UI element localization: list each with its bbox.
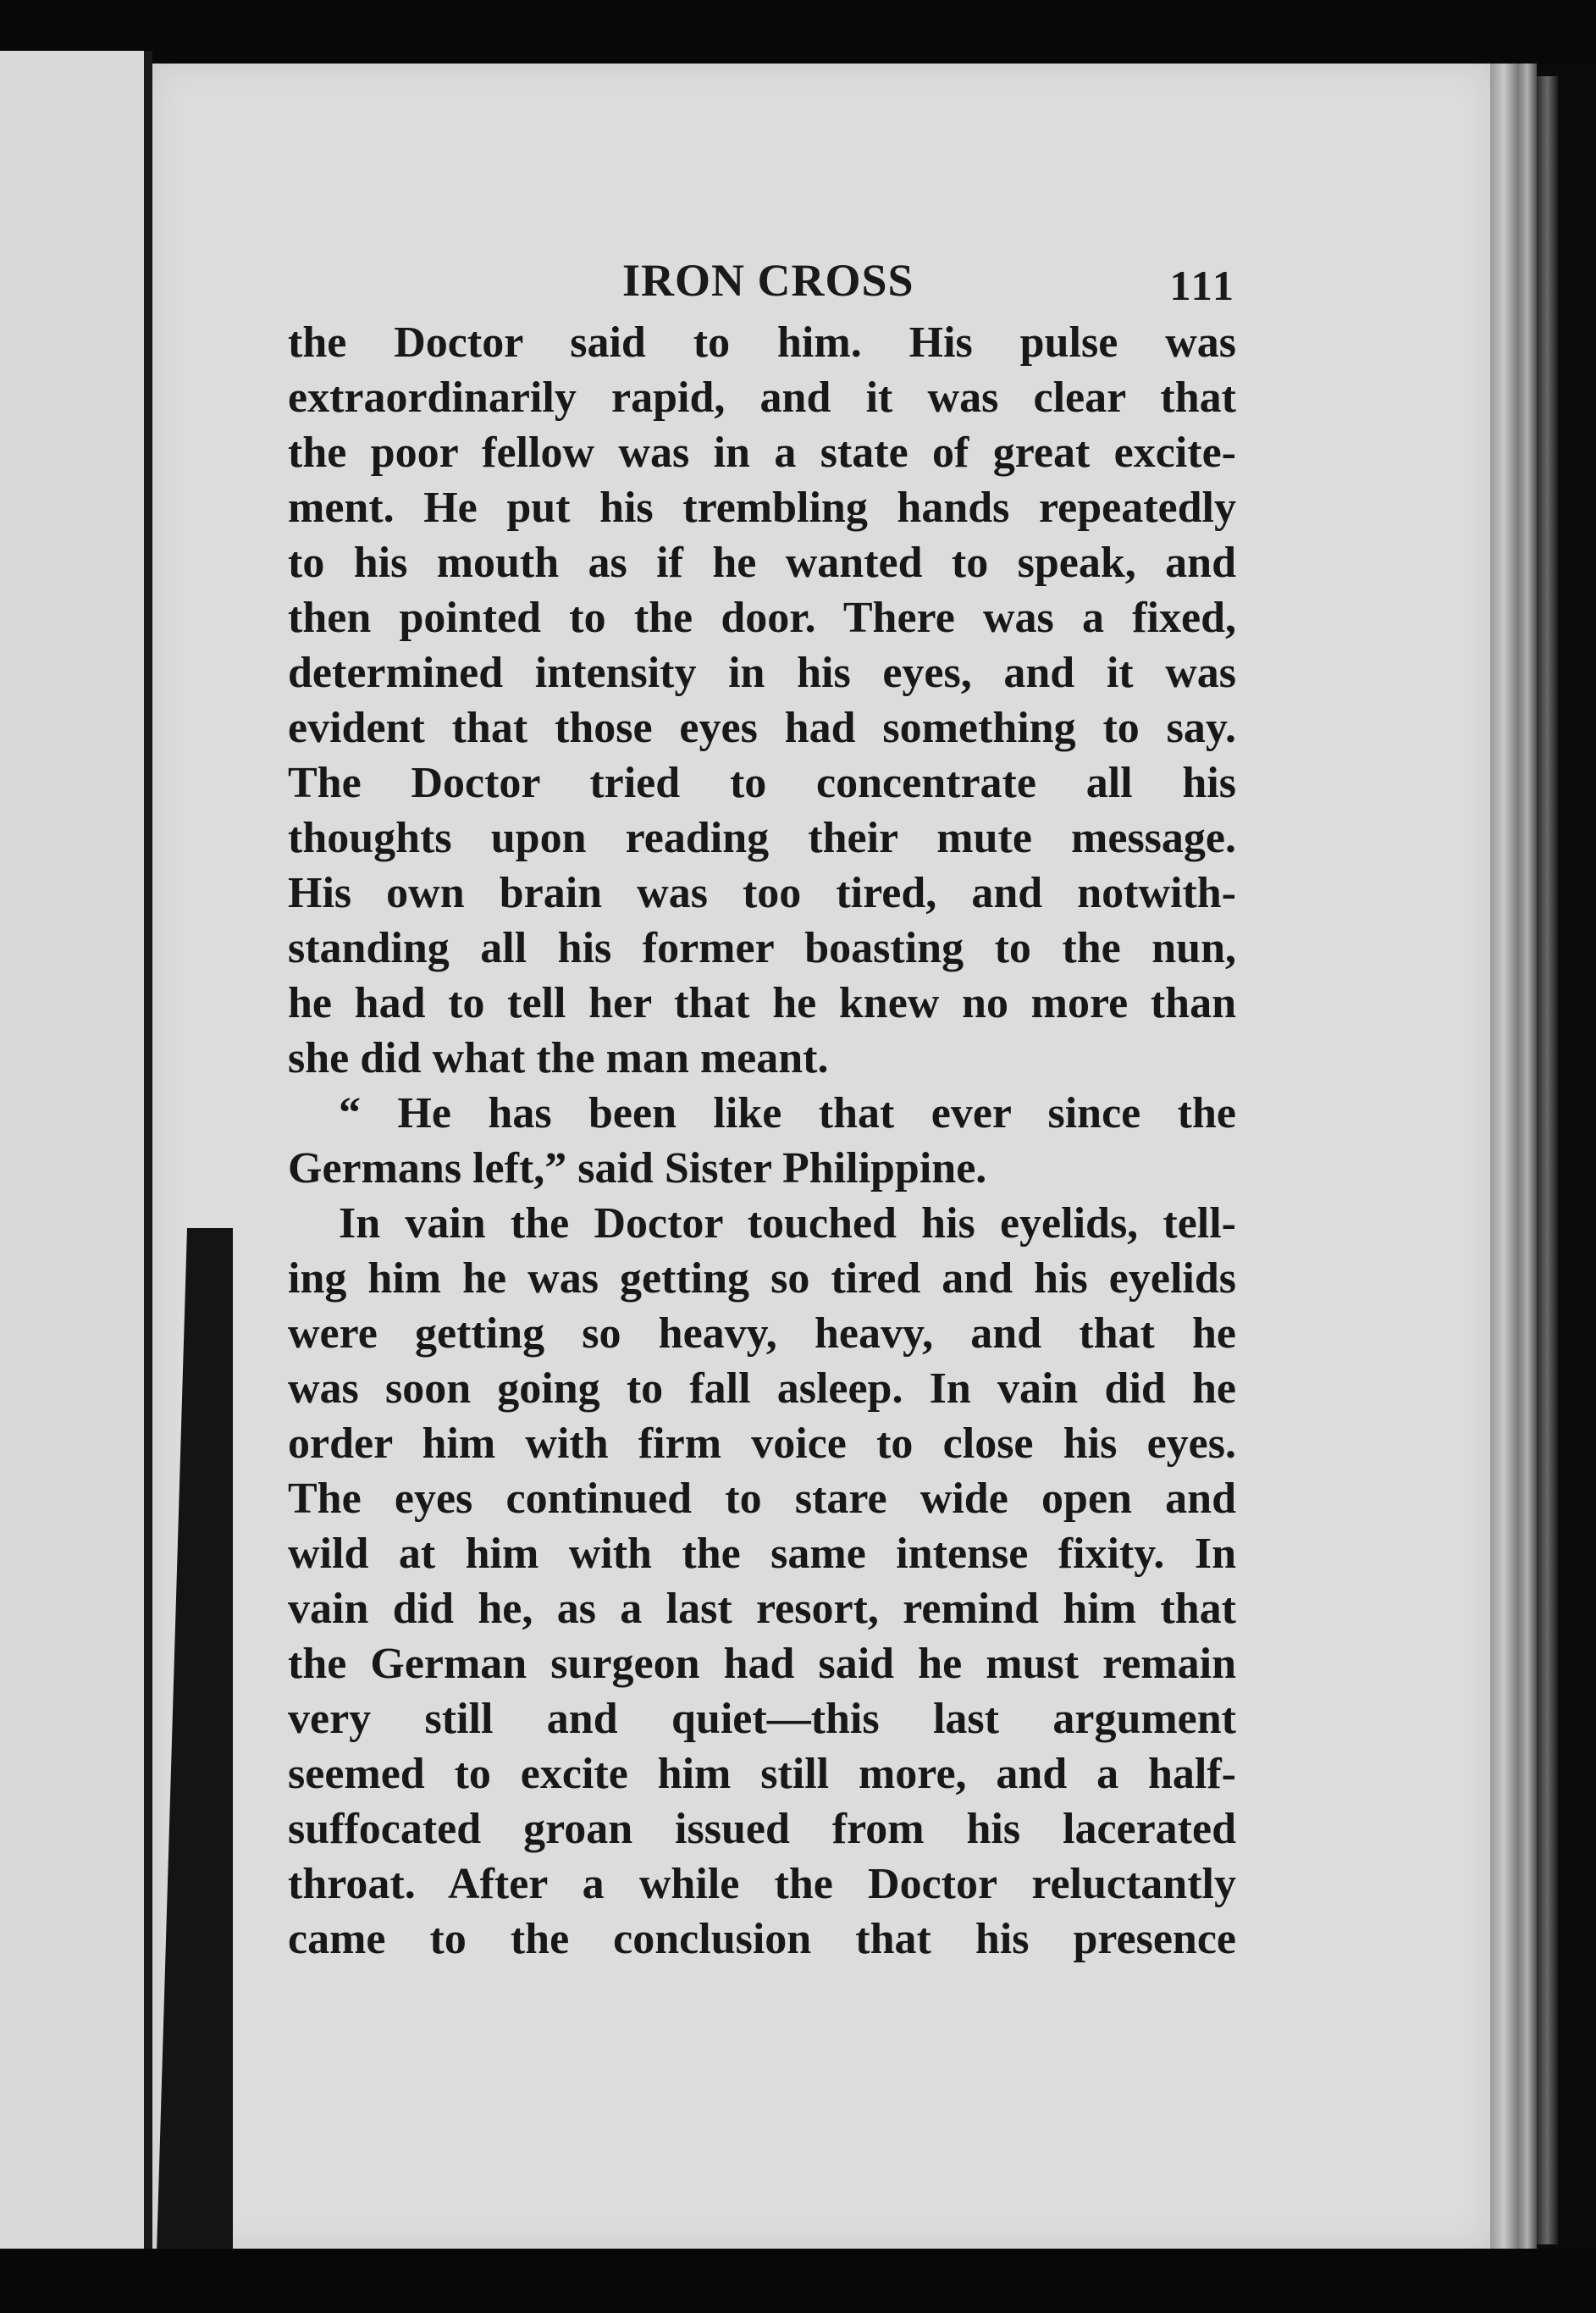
text-line: evident that those eyes had something to say.: [288, 704, 1236, 752]
text-line: extraordinarily rapid, and it was clear that: [288, 374, 1236, 422]
text-line: His own brain was too tired, and notwith-: [288, 869, 1236, 917]
binding-gutter: [144, 51, 152, 2253]
text-line: throat. After a while the Doctor reluctantly: [288, 1860, 1236, 1908]
text-line: was soon going to fall asleep. In vain did he: [288, 1364, 1236, 1413]
text-line: the Doctor said to him. His pulse was: [288, 318, 1236, 367]
text-line: vain did he, as a last resort, remind him that: [288, 1585, 1236, 1633]
body-text: [288, 315, 1236, 1967]
text-line: came to the conclusion that his presence: [288, 1915, 1236, 1963]
running-title: IRON CROSS: [622, 255, 914, 306]
text-line: In vain the Doctor touched his eyelids, tell-: [339, 1199, 1236, 1248]
text-line: “ He has been like that ever since the: [339, 1089, 1236, 1137]
cover-edge: [1537, 76, 1558, 2244]
text-line: order him with firm voice to close his eyes.: [288, 1419, 1236, 1468]
text-line: she did what the man meant.: [288, 1034, 829, 1082]
page-stack-edge: [1490, 64, 1537, 2249]
text-line: were getting so heavy, heavy, and that he: [288, 1309, 1236, 1358]
facing-page-edge: [0, 51, 152, 2253]
text-line: The Doctor tried to concentrate all his: [288, 759, 1236, 807]
text-line: determined intensity in his eyes, and it was: [288, 649, 1236, 697]
text-line: ment. He put his trembling hands repeatedly: [288, 484, 1236, 532]
text-line: suffocated groan issued from his lacerated: [288, 1805, 1236, 1853]
text-line: he had to tell her that he knew no more than: [288, 979, 1236, 1027]
text-line: the poor fellow was in a state of great excite-: [288, 429, 1236, 477]
text-line: ing him he was getting so tired and his eyelids: [288, 1254, 1236, 1303]
page-number: 111: [1169, 262, 1236, 309]
text-line: The eyes continued to stare wide open and: [288, 1475, 1236, 1523]
scan-top-border: [0, 0, 1596, 64]
text-line: the German surgeon had said he must remain: [288, 1640, 1236, 1688]
text-line: very still and quiet—this last argument: [288, 1695, 1236, 1743]
page-header: [288, 246, 1236, 313]
scan-bottom-border: [0, 2249, 1596, 2313]
text-line: then pointed to the door. There was a fixed,: [288, 594, 1236, 642]
text-line: to his mouth as if he wanted to speak, and: [288, 539, 1236, 587]
text-line: seemed to excite him still more, and a half-: [288, 1750, 1236, 1798]
text-line: wild at him with the same intense fixity. In: [288, 1530, 1236, 1578]
text-line: Germans left,” said Sister Philippine.: [288, 1144, 987, 1192]
text-line: thoughts upon reading their mute message.: [288, 814, 1236, 862]
text-line: standing all his former boasting to the nun,: [288, 924, 1236, 972]
